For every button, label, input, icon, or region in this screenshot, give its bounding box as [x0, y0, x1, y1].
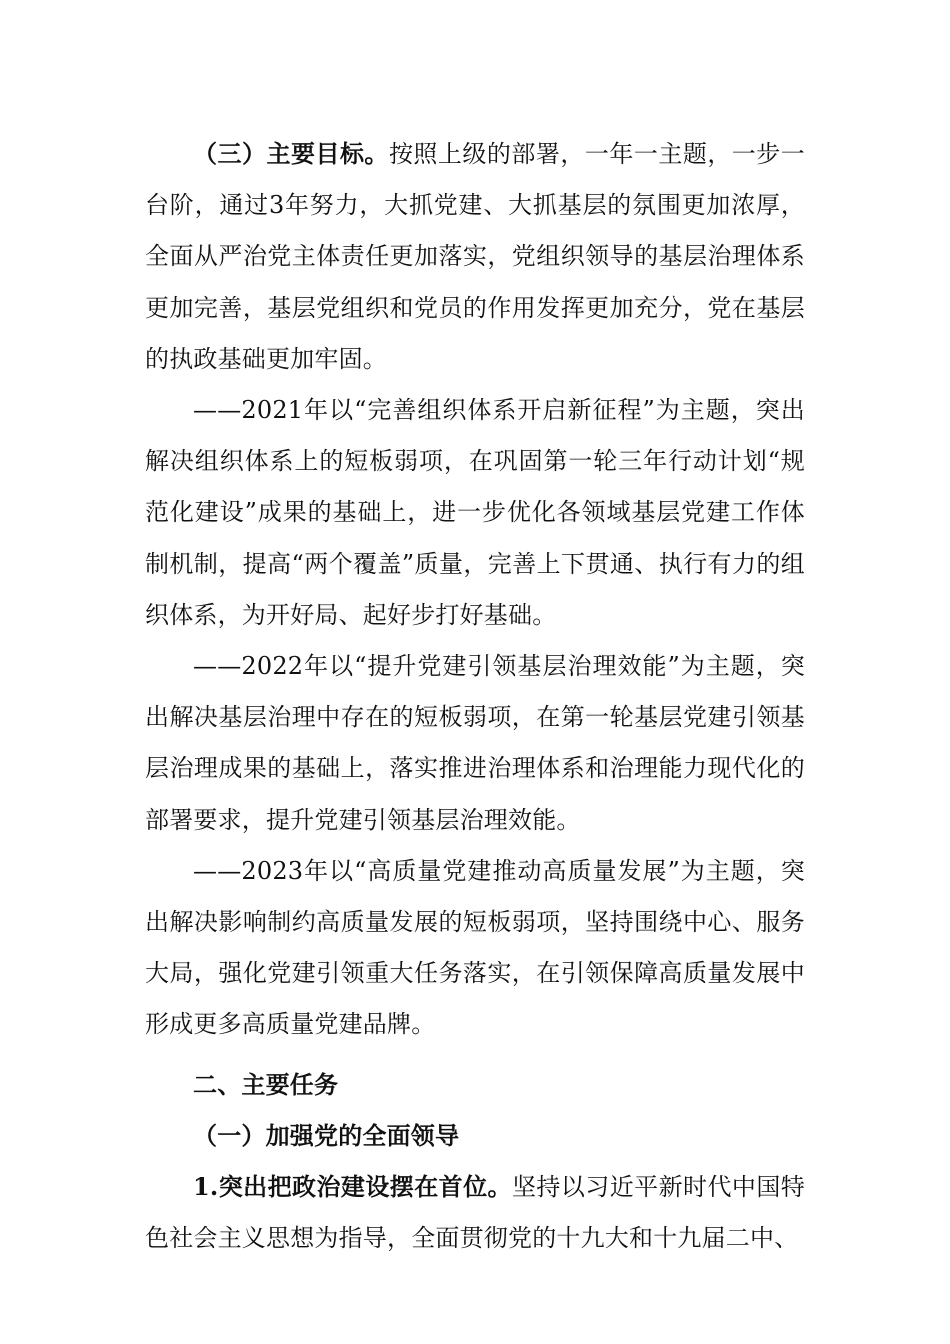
paragraph-lead: （三）主要目标。 [193, 139, 389, 168]
paragraph-political-building [145, 1161, 805, 1264]
paragraph-2022: ——2022年以“提升党建引领基层治理效能”为主题，突出解决基层治理中存在的短板弱项，在第一轮基层党建引领基层治理成果的基础上，落实推进治理体系和治理能力现代化的部署要求，提升党建引领基层治理效能。 [145, 652, 805, 834]
paragraph-text: 坚持以习近平新时代中国特色社会主义思想为指导，全面贯彻党的十九大和十九届二中、 [145, 1173, 805, 1253]
paragraph-lead: 1.突出把政治建设摆在首位。 [193, 1172, 512, 1202]
section-heading-main-tasks: 二、主要任务 [193, 1069, 339, 1099]
document-body [145, 128, 805, 1264]
paragraph-2021: ——2021年以“完善组织体系开启新征程”为主题，突出解决组织体系上的短板弱项，在巩固第一轮三年行动计划“规范化建设”成果的基础上，进一步优化各领域基层党建工作体制机制，提高“两个覆盖”质量，完善上下贯通、执行有力的组织体系，为开好局、起好步打好基础。 [145, 396, 805, 629]
paragraph-2023: ——2023年以“高质量党建推动高质量发展”为主题，突出解决影响制约高质量发展的短板弱项，坚持围绕中心、服务大局，强化党建引领重大任务落实，在引领保障高质量发展中形成更多高质量党建品牌。 [145, 856, 805, 1039]
subsection-heading-leadership: （一）加强党的全面领导 [193, 1120, 460, 1150]
paragraph-text: 按照上级的部署，一年一主题，一步一台阶，通过3年努力，大抓党建、大抓基层的氛围更加浓厚，全面从严治党主体责任更加落实，党组织领导的基层治理体系更加完善，基层党组织和党员的作用发挥更加充分，党在基层的执政基础更加牢固。 [145, 140, 805, 373]
paragraph-main-goals [145, 128, 805, 385]
